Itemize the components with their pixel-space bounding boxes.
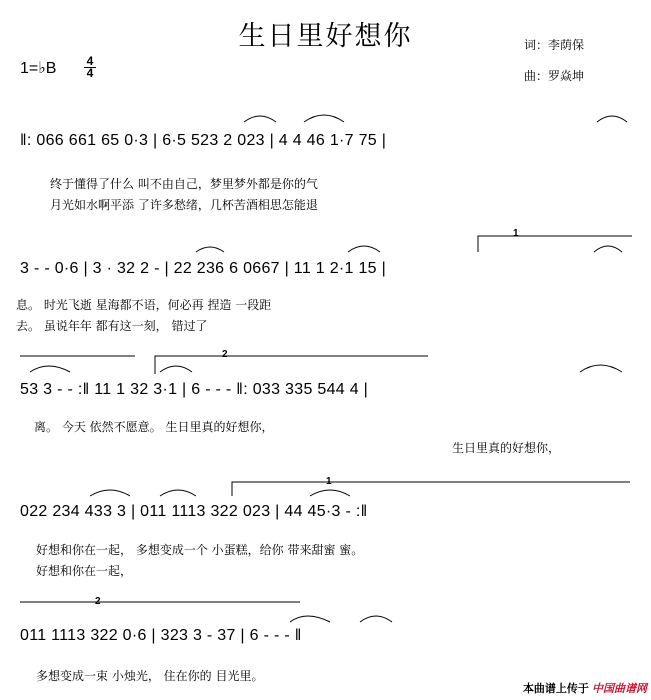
slur <box>290 616 330 622</box>
system-1-lyric-2: 月光如水啊平添 了许多愁绪，几杯苦酒相思怎能退 <box>50 198 318 212</box>
slur <box>580 365 622 372</box>
time-numerator: 4 <box>86 54 94 68</box>
volta-1-label-b: 1 <box>326 476 332 487</box>
volta-1-bracket-c <box>232 482 630 496</box>
system-2-lyric-2: 去。 虽说年年 都有这一刻， 错过了 <box>16 319 208 333</box>
slur <box>30 366 70 372</box>
slur <box>196 247 224 252</box>
slur <box>304 115 344 122</box>
slur <box>310 490 350 496</box>
system-2-notes: 3 - - 0·6 | 3 · 32 2 - | 22 236 6 0667 | 11 1 2·1 15 | <box>20 260 387 277</box>
volta-1-bracket <box>478 236 632 252</box>
volta-2-label-b: 2 <box>95 596 101 607</box>
system-3-notes: 53 3 - - :‖ 11 1 32 3·1 | 6 - - - ‖: 033 335 544 4 | <box>20 381 369 398</box>
system-4-lyric-2: 好想和你在一起， <box>36 564 133 578</box>
slur <box>594 246 622 252</box>
slur <box>160 490 196 496</box>
system-1-lyric-1: 终于懂得了什么 叫不由自己，梦里梦外都是你的气 <box>50 177 318 191</box>
system-4-lyric-1: 好想和你在一起， 多想变成一个 小蛋糕，给你 带来甜蜜 蜜。 <box>36 543 364 557</box>
system-2-lyric-1: 息。 时光飞逝 星海都不语，何必再 捏造 一段距 <box>16 298 272 312</box>
time-denominator: 4 <box>86 66 94 80</box>
system-5-lyric-1: 多想变成一束 小烛光， 住在你的 目光里。 <box>36 669 264 683</box>
slur <box>160 366 192 372</box>
key-signature: 1=♭B <box>20 60 57 77</box>
volta-2-bracket <box>155 356 428 374</box>
system-1-notes: ‖: 066 661 65 0·3 | 6·5 523 2 023 | 4 4 46 1·7 75 | <box>20 132 387 149</box>
footer-text: 本曲谱上传于 <box>522 683 589 695</box>
composer-credit: 曲：罗焱坤 <box>524 69 585 83</box>
volta-2-label: 2 <box>222 349 228 360</box>
slur <box>360 616 392 622</box>
slur <box>90 490 130 496</box>
system-3-lyric-1: 离。 今天 依然不愿意。 生日里真的好想你， <box>34 420 274 434</box>
system-4-notes: 022 234 433 3 | 011 1113 322 023 | 44 45·3 - :‖ <box>20 503 368 520</box>
system-5-notes: 011 1113 322 0·6 | 323 3 - 37 | 6 - - - ‖ <box>20 627 302 644</box>
volta-1-label: 1 <box>513 228 519 239</box>
slur <box>597 116 627 122</box>
slur <box>244 116 276 122</box>
page-title: 生日里好想你 <box>238 21 413 52</box>
system-3-lyric-2: 生日里真的好想你， <box>452 441 561 455</box>
footer-brand-link[interactable]: 中国曲谱网 <box>592 683 647 695</box>
slur <box>348 246 380 252</box>
lyricist-credit: 词：李荫保 <box>524 38 585 52</box>
